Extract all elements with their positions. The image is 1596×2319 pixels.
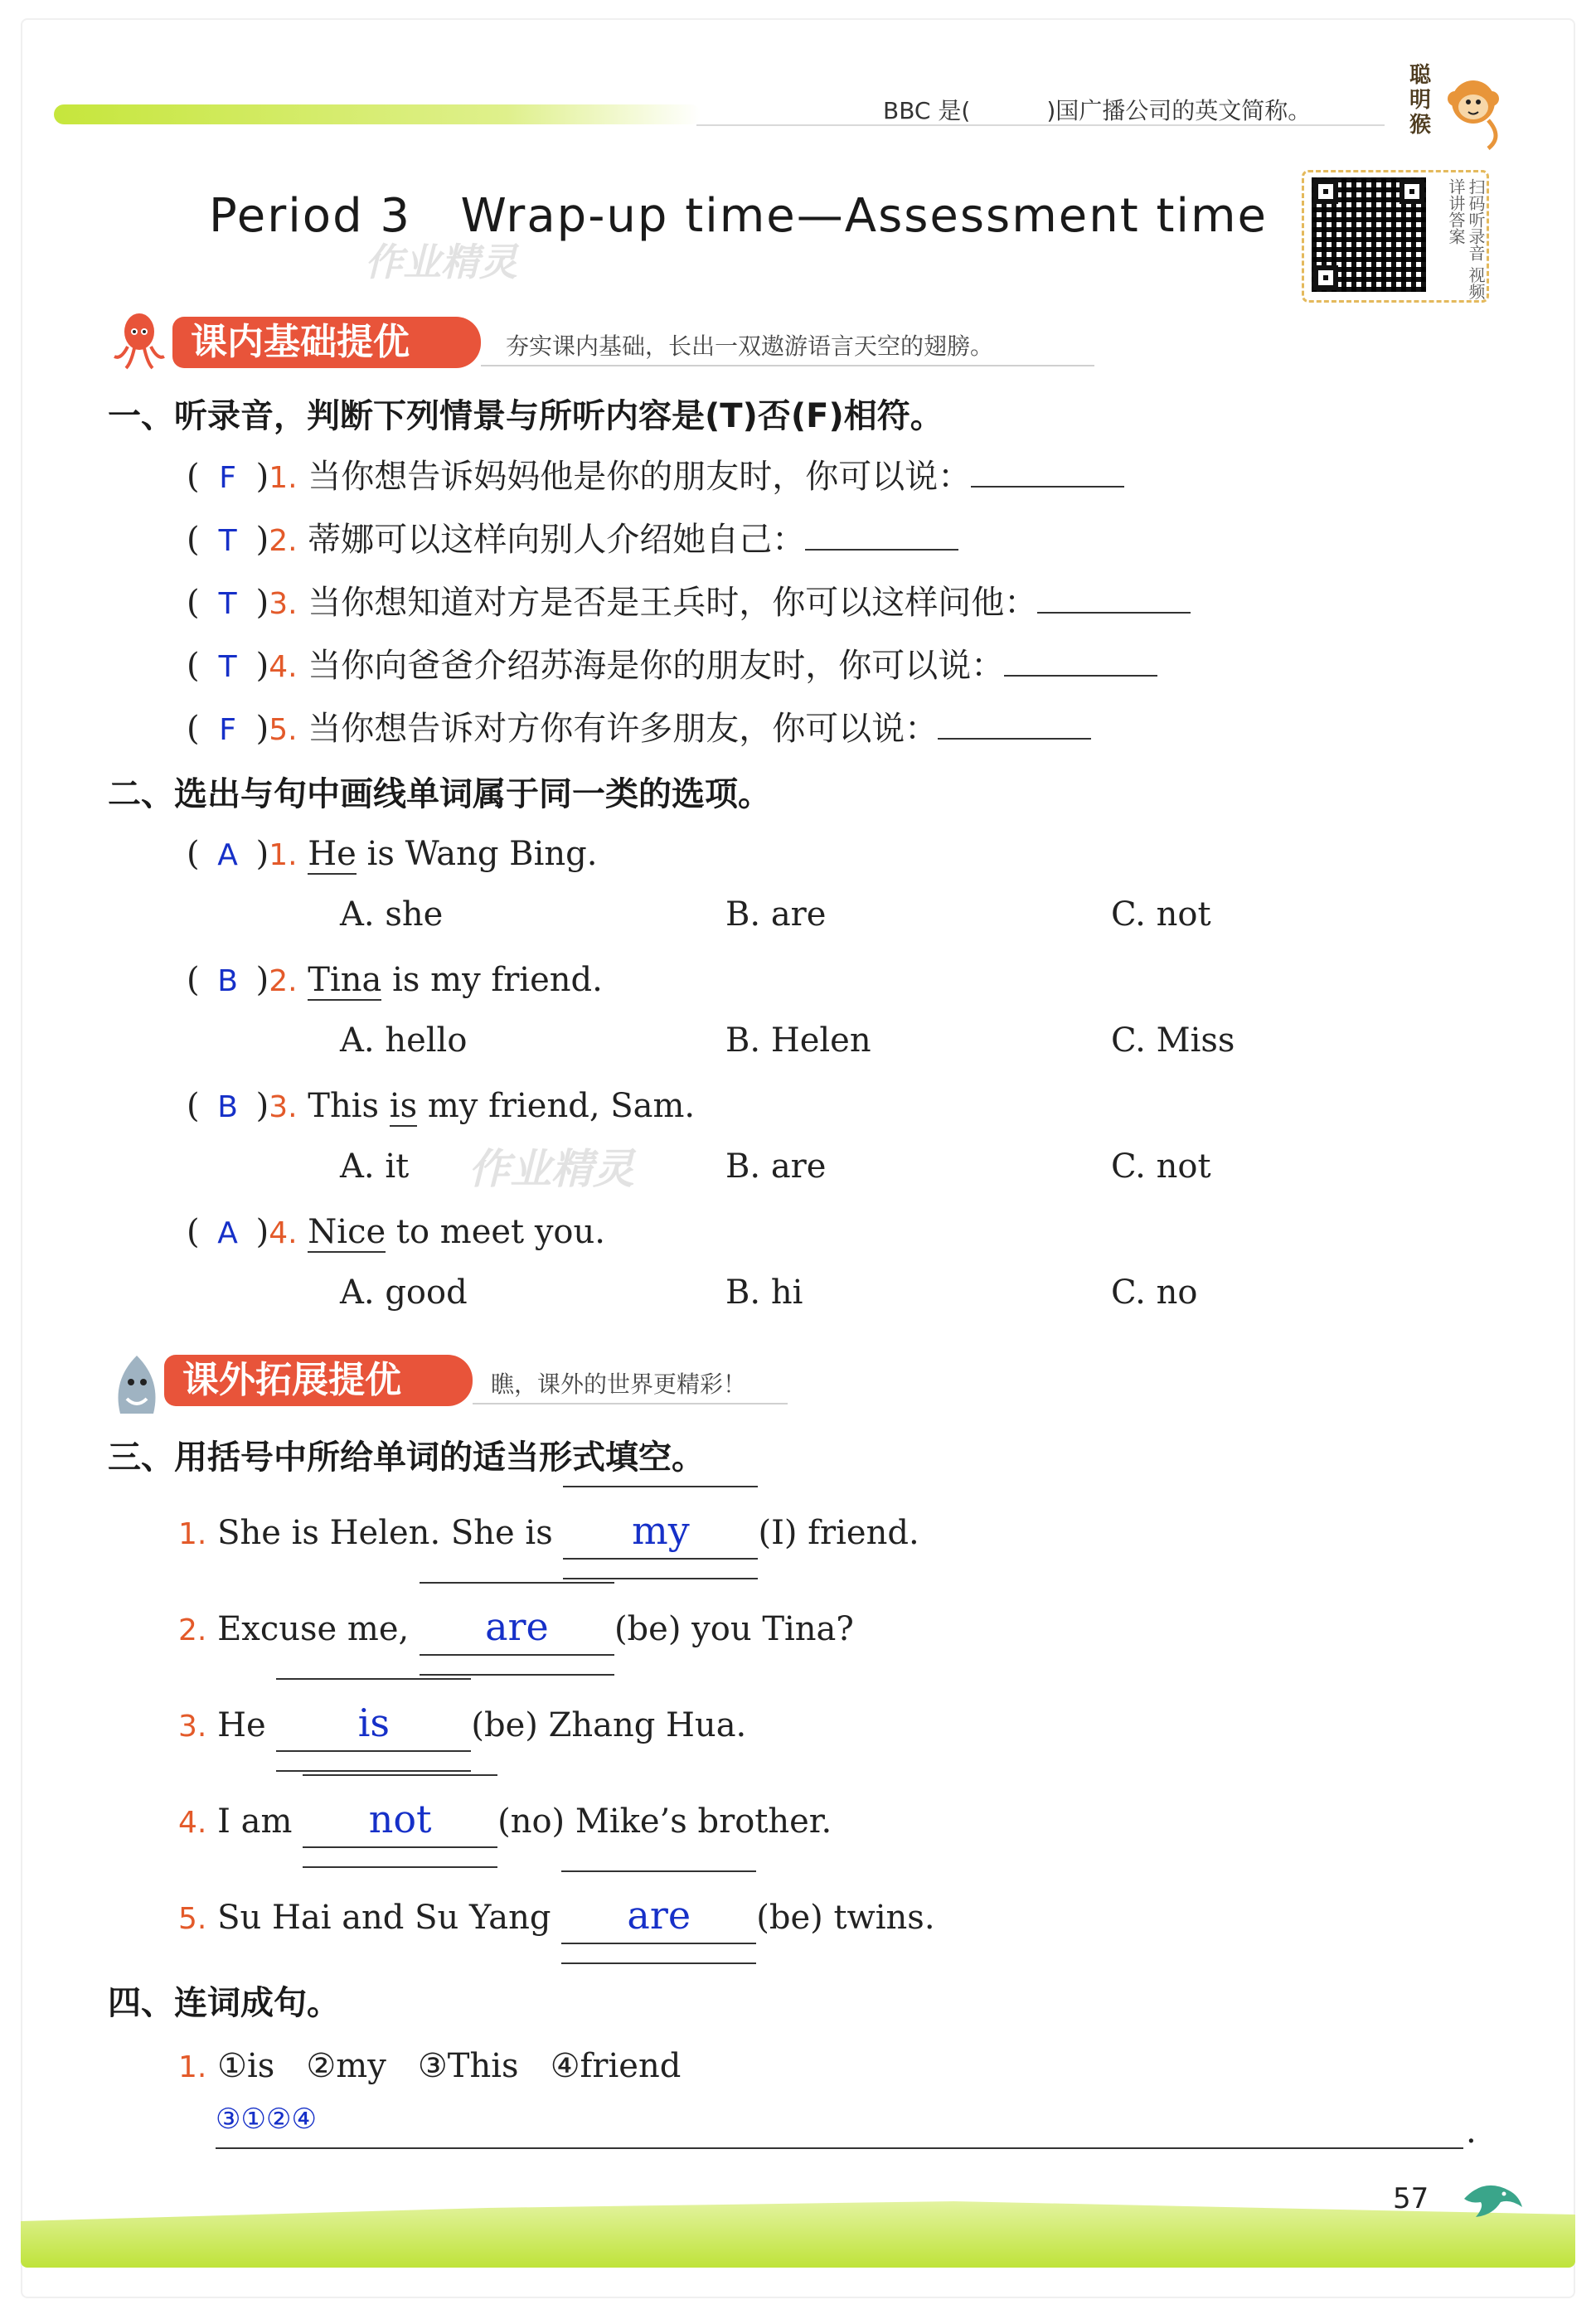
- option-a[interactable]: A. hello: [340, 1021, 468, 1060]
- fill-blank[interactable]: [420, 1602, 614, 1656]
- answer-mark: F: [219, 713, 236, 747]
- answer-mark: T: [218, 524, 237, 558]
- header-band: [54, 104, 701, 124]
- option-c[interactable]: C. not: [1111, 1147, 1211, 1186]
- watermark: 作业精灵: [468, 1145, 634, 1193]
- filled-answer: my: [632, 1508, 690, 1553]
- section1-banner: 课内基础提优: [172, 317, 481, 368]
- option-a[interactable]: A. it: [340, 1147, 410, 1186]
- answer-mark: B: [217, 1090, 238, 1124]
- part3-item-1: 1. She is Helen. She is my (I) friend.: [178, 1506, 919, 1555]
- part4-item-1: 1. ①is ②my ③This ④friend: [178, 2047, 682, 2085]
- header-trivia: [883, 93, 1311, 126]
- part2-item-4: ( A )4. Nice to meet you.: [187, 1209, 605, 1255]
- part2-item-3: ( B )3. This is my friend, Sam.: [187, 1083, 695, 1129]
- part1-item-2: ( T )2. 蒂娜可以这样向别人介绍她自己：: [187, 516, 958, 562]
- option-c[interactable]: C. Miss: [1111, 1021, 1235, 1060]
- qr-code-icon[interactable]: [1312, 177, 1426, 292]
- part2-item-2: ( B )2. Tina is my friend.: [187, 957, 603, 1003]
- answer-mark: B: [217, 964, 238, 998]
- fill-blank[interactable]: [561, 1890, 756, 1944]
- option-a[interactable]: A. she: [340, 895, 444, 934]
- part1-heading: 一、听录音，判断下列情景与所听内容是(T)否(F)相符。: [108, 397, 944, 435]
- filled-answer: are: [485, 1604, 549, 1649]
- section2-rule: [473, 1403, 788, 1404]
- part3-heading: 三、用括号中所给单词的适当形式填空。: [108, 1438, 705, 1477]
- answer-mark: A: [217, 838, 238, 872]
- part1-item-3: ( T )3. 当你想知道对方是否是王兵时，你可以这样问他：: [187, 579, 1191, 625]
- underlined-word: is: [389, 1087, 418, 1125]
- part2-heading: 二、选出与句中画线单词属于同一类的选项。: [108, 775, 771, 813]
- answer-blank[interactable]: [971, 453, 1124, 488]
- page-title: Period 3 Wrap-up time—Assessment time: [209, 189, 1268, 243]
- fill-blank[interactable]: [563, 1506, 758, 1560]
- answer-blank[interactable]: [1037, 579, 1191, 614]
- underlined-word: Tina: [308, 961, 382, 999]
- page-number: 57: [1393, 2182, 1429, 2215]
- watermark: 作业精灵: [365, 240, 517, 284]
- monkey-icon: [1405, 62, 1505, 153]
- part3-item-4: 4. I am not (no) Mike’s brother.: [178, 1794, 832, 1844]
- option-c[interactable]: C. not: [1111, 895, 1211, 934]
- answer-blank[interactable]: [938, 705, 1091, 740]
- option-b[interactable]: B. hi: [725, 1274, 803, 1312]
- filled-answer: is: [357, 1700, 391, 1745]
- part1-item-1: ( F )1. 当你想告诉妈妈他是你的朋友时，你可以说：: [187, 453, 1124, 499]
- fill-blank[interactable]: [276, 1698, 471, 1752]
- filled-answer: are: [627, 1893, 691, 1938]
- section1-rule: [481, 365, 1094, 366]
- squid-icon: [106, 308, 172, 375]
- option-b[interactable]: B. are: [725, 1147, 827, 1186]
- trivia-prefix: BBC 是(: [883, 97, 971, 124]
- answer-mark: T: [218, 650, 237, 684]
- answer-blank[interactable]: [1004, 642, 1157, 677]
- answer-blank[interactable]: [805, 516, 958, 551]
- part3-item-2: 2. Excuse me, are (be) you Tina?: [178, 1602, 854, 1652]
- dolphin-icon: [1459, 2174, 1526, 2224]
- section2-banner: 课外拓展提优: [164, 1355, 473, 1406]
- option-a[interactable]: A. good: [340, 1274, 468, 1312]
- qr-caption: 扫码听录音 视频详讲答案: [1446, 178, 1486, 300]
- shark-icon: [104, 1347, 170, 1420]
- section2-desc: 瞧，课外的世界更精彩！: [491, 1371, 747, 1398]
- sentence-period: .: [1466, 2113, 1477, 2151]
- section1-desc: 夯实课内基础，长出一双遨游语言天空的翅膀。: [506, 332, 994, 360]
- part2-item-1: ( A )1. He is Wang Bing.: [187, 831, 597, 877]
- answer-mark: F: [219, 461, 236, 495]
- answer-mark: T: [218, 587, 237, 621]
- option-b[interactable]: B. are: [725, 895, 827, 934]
- part4-heading: 四、连词成句。: [108, 1984, 340, 2022]
- underlined-word: Nice: [308, 1213, 386, 1251]
- part3-item-3: 3. He is (be) Zhang Hua.: [178, 1698, 746, 1748]
- fill-blank[interactable]: [303, 1794, 497, 1848]
- part3-item-5: 5. Su Hai and Su Yang are (be) twins.: [178, 1890, 935, 1940]
- option-b[interactable]: B. Helen: [725, 1021, 871, 1060]
- part1-item-5: ( F )5. 当你想告诉对方你有许多朋友，你可以说：: [187, 705, 1091, 751]
- trivia-suffix: )国广播公司的英文简称。: [1046, 97, 1312, 124]
- option-c[interactable]: C. no: [1111, 1274, 1198, 1312]
- sentence-answer: ③①②④: [216, 2103, 317, 2136]
- filled-answer: not: [368, 1797, 432, 1841]
- word-list: ①is ②my ③This ④friend: [217, 2047, 682, 2085]
- underlined-word: He: [308, 835, 357, 873]
- answer-mark: A: [217, 1216, 238, 1250]
- mascot-label: 聪明猴: [1409, 63, 1432, 138]
- part1-item-4: ( T )4. 当你向爸爸介绍苏海是你的朋友时，你可以说：: [187, 642, 1157, 688]
- sentence-answer-line[interactable]: [216, 2103, 1463, 2149]
